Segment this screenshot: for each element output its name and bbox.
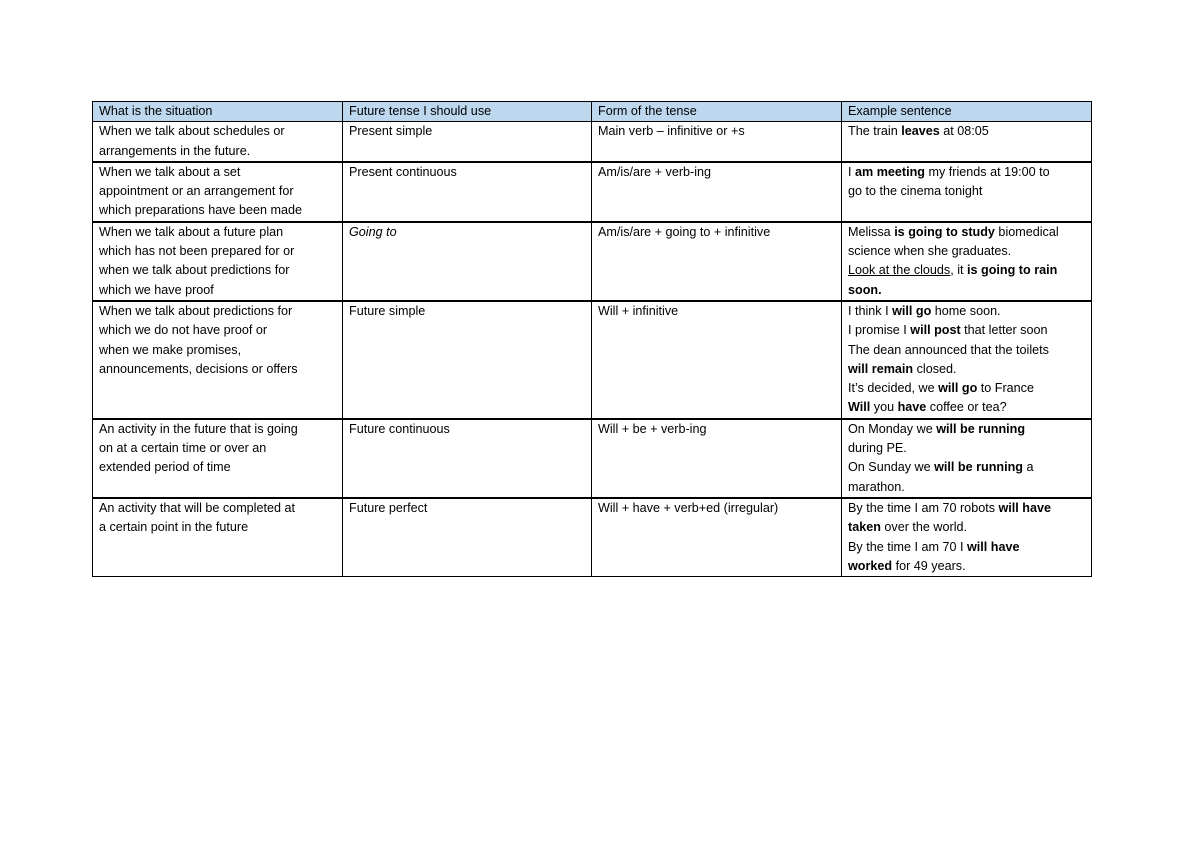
example-segment: By the time I am 70 I [848, 539, 967, 554]
example-segment: By the time I am 70 robots [848, 500, 999, 515]
situation-line: which preparations have been made [99, 203, 303, 218]
situation-line: arrangements in the future. [99, 143, 251, 158]
example-line [848, 499, 1085, 518]
example-cell [842, 301, 1092, 419]
table-row [93, 222, 1092, 301]
example-line [848, 242, 1085, 261]
example-segment: The train [848, 124, 902, 139]
situation-line: which we have proof [99, 282, 214, 297]
situation-cell [93, 301, 343, 419]
example-segment: will have [967, 539, 1020, 554]
situation-cell [93, 162, 343, 222]
example-line [848, 321, 1085, 340]
table-row [93, 419, 1092, 498]
tense-cell: Future continuous [343, 419, 592, 498]
header-example: Example sentence [842, 102, 1092, 122]
example-line [848, 439, 1085, 458]
example-segment: science when she graduates. [848, 244, 1012, 259]
example-segment: I promise I [848, 323, 911, 338]
example-cell [842, 419, 1092, 498]
example-line [848, 261, 1085, 280]
situation-line: appointment or an arrangement for [99, 184, 294, 199]
example-line [848, 458, 1085, 477]
example-segment: marathon. [848, 479, 905, 494]
example-segment: will be running [936, 421, 1026, 436]
situation-cell [93, 498, 343, 577]
example-segment: coffee or tea? [926, 400, 1007, 415]
tense-cell: Present continuous [343, 162, 592, 222]
header-row [93, 102, 1092, 122]
tense-cell: Future simple [343, 301, 592, 419]
example-segment: soon. [848, 282, 882, 297]
example-line [848, 379, 1085, 398]
header-situation: What is the situation [93, 102, 343, 122]
example-line [848, 557, 1085, 576]
situation-line: when we talk about predictions for [99, 263, 290, 278]
table-row [93, 301, 1092, 419]
example-segment: closed. [913, 361, 957, 376]
table-header [93, 102, 1092, 122]
example-segment: you [870, 400, 898, 415]
example-segment: will remain [848, 361, 914, 376]
example-segment: for 49 years. [892, 558, 966, 573]
example-segment: Will [848, 400, 871, 415]
example-line [848, 518, 1085, 537]
example-line [848, 341, 1085, 360]
example-segment: is going to study [894, 224, 995, 239]
situation-line: An activity that will be completed at [99, 500, 295, 515]
example-segment: to France [977, 381, 1034, 396]
situation-line: An activity in the future that is going [99, 421, 298, 436]
table-row [93, 162, 1092, 222]
tense-cell: Present simple [343, 122, 592, 162]
example-line [848, 360, 1085, 379]
form-cell: Will + infinitive [592, 301, 842, 419]
situation-line: extended period of time [99, 460, 231, 475]
example-segment: a [1022, 460, 1034, 475]
future-tenses-table [92, 101, 1092, 577]
example-segment: Look at the clouds [848, 263, 951, 278]
tense-cell: Future perfect [343, 498, 592, 577]
situation-line: which we do not have proof or [99, 323, 268, 338]
example-line [848, 538, 1085, 557]
example-segment: worked [848, 558, 893, 573]
example-line [848, 281, 1085, 300]
example-segment: go to the cinema tonight [848, 184, 983, 199]
example-segment: On Sunday we [848, 460, 935, 475]
example-segment: is going to rain [967, 263, 1058, 278]
example-segment: am meeting [855, 164, 925, 179]
table-body [93, 122, 1092, 577]
situation-cell [93, 222, 343, 301]
example-line [848, 223, 1085, 242]
example-segment: at 08:05 [939, 124, 989, 139]
example-segment: Melissa [848, 224, 895, 239]
example-line [848, 478, 1085, 497]
example-segment: will go [938, 381, 978, 396]
example-cell [842, 162, 1092, 222]
example-cell [842, 122, 1092, 162]
example-segment: that letter soon [960, 323, 1048, 338]
example-line [848, 302, 1085, 321]
table-row [93, 122, 1092, 162]
form-cell: Will + be + verb-ing [592, 419, 842, 498]
situation-line: announcements, decisions or offers [99, 361, 298, 376]
situation-line: on at a certain time or over an [99, 441, 267, 456]
form-cell: Am/is/are + going to + infinitive [592, 222, 842, 301]
example-segment: taken [848, 520, 881, 535]
situation-cell [93, 122, 343, 162]
example-segment: I [848, 164, 855, 179]
example-line [848, 122, 1085, 141]
situation-cell [93, 419, 343, 498]
situation-line: when we make promises, [99, 342, 242, 357]
header-form: Form of the tense [592, 102, 842, 122]
example-segment: will go [892, 303, 932, 318]
example-segment: , it [950, 263, 968, 278]
example-segment: biomedical [994, 224, 1059, 239]
example-cell [842, 222, 1092, 301]
example-line [848, 163, 1085, 182]
header-tense: Future tense I should use [343, 102, 592, 122]
example-segment: during PE. [848, 441, 907, 456]
example-segment: will be running [934, 460, 1023, 475]
example-segment: home soon. [931, 303, 1001, 318]
tense-cell: Going to [343, 222, 592, 301]
example-segment: It’s decided, we [848, 381, 939, 396]
example-segment: leaves [901, 124, 940, 139]
table-row [93, 498, 1092, 577]
example-segment: will post [910, 323, 961, 338]
situation-line: a certain point in the future [99, 520, 249, 535]
example-cell [842, 498, 1092, 577]
example-line [848, 420, 1085, 439]
example-segment: my friends at 19:00 to [925, 164, 1050, 179]
situation-line: When we talk about a set [99, 164, 241, 179]
example-segment: have [897, 400, 927, 415]
example-segment: The dean announced that the toilets [848, 342, 1049, 357]
situation-line: which has not been prepared for or [99, 244, 295, 259]
example-line [848, 182, 1085, 201]
form-cell: Am/is/are + verb-ing [592, 162, 842, 222]
example-segment: On Monday we [848, 421, 937, 436]
situation-line: When we talk about a future plan [99, 224, 284, 239]
form-cell: Main verb – infinitive or +s [592, 122, 842, 162]
example-line [848, 398, 1085, 417]
example-segment: will have [998, 500, 1051, 515]
example-segment: I think I [848, 303, 893, 318]
situation-line: When we talk about predictions for [99, 303, 293, 318]
situation-line: When we talk about schedules or [99, 124, 285, 139]
example-segment: over the world. [880, 520, 968, 535]
form-cell: Will + have + verb+ed (irregular) [592, 498, 842, 577]
